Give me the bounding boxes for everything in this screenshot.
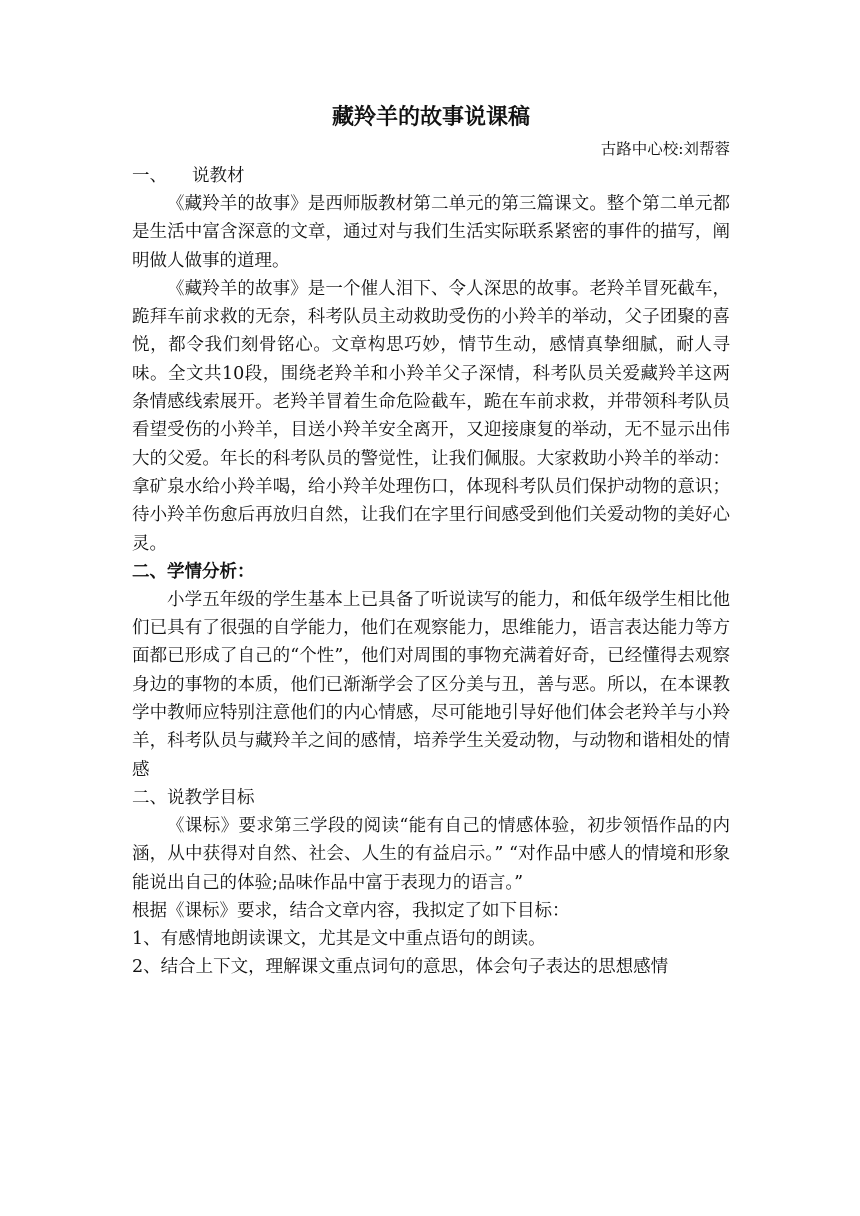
document-page xyxy=(132,100,730,982)
section-heading xyxy=(132,162,730,190)
section-heading-text: 说教材 xyxy=(192,166,245,186)
goal-item: 2、结合上下文，理解课文重点词句的意思，体会句子表达的思想感情 xyxy=(132,957,669,978)
section-teaching-material xyxy=(132,162,730,558)
section-number: 一、 xyxy=(132,166,167,186)
paragraph: 《课标》要求第三学段的阅读“能有自己的情感体验，初步领悟作品的内涵，从中获得对自然、社会、人生的有益启示。” “对作品中感人的情境和形象能说出自己的体验;品味作品中富于表现力的语言。” xyxy=(132,815,730,893)
section-teaching-goals xyxy=(132,784,730,982)
section-heading: 二、说教学目标 xyxy=(132,787,255,808)
paragraph: 小学五年级的学生基本上已具备了听说读写的能力，和低年级学生相比他们已具有了很强的自学能力，他们在观察能力，思维能力，语言表达能力等方面都已形成了自己的“个性”，他们对周围的事物充满着好奇，已经懂得去观察身边的事物的本质，他们已渐渐学会了区分美与丑，善与恶。所以，在本课教学中教师应特别注意他们的内心情感，尽可能地引导好他们体会老羚羊与小羚羊，科考队员与藏羚羊之间的感情，培养学生关爱动物，与动物和谐相处的情感 xyxy=(132,589,730,780)
section-student-analysis xyxy=(132,558,730,784)
section-heading: 二、学情分析： xyxy=(132,561,255,582)
paragraph: 《藏羚羊的故事》是一个催人泪下、令人深思的故事。老羚羊冒死截车，跪拜车前求救的无奈，科考队员主动救助受伤的小羚羊的举动，父子团聚的喜悦，都令我们刻骨铭心。文章构思巧妙，情节生动，感情真挚细腻，耐人寻味。全文共10段，围绕老羚羊和小羚羊父子深情，科考队员关爱藏羚羊这两条情感线索展开。老羚羊冒着生命危险截车，跪在车前求救，并带领科考队员看望受伤的小羚羊，目送小羚羊安全离开，又迎接康复的举动，无不显示出伟大的父爱。年长的科考队员的警觉性，让我们佩服。大家救助小羚羊的举动：拿矿泉水给小羚羊喝，给小羚羊处理伤口，体现科考队员们保护动物的意识；待小羚羊伤愈后再放归自然，让我们在字里行间感受到他们关爱动物的美好心灵。 xyxy=(132,278,730,554)
document-title: 藏羚羊的故事说课稿 xyxy=(331,104,530,130)
author-line: 古路中心校:刘帮蓉 xyxy=(600,140,730,158)
goal-item: 1、有感情地朗读课文，尤其是文中重点语句的朗读。 xyxy=(132,929,546,950)
paragraph: 《藏羚羊的故事》是西师版教材第二单元的第三篇课文。整个第二单元都是生活中富含深意的文章，通过对与我们生活实际联系紧密的事件的描写，阐明做人做事的道理。 xyxy=(132,194,730,271)
goals-intro: 根据《课标》要求，结合文章内容，我拟定了如下目标： xyxy=(132,900,570,921)
